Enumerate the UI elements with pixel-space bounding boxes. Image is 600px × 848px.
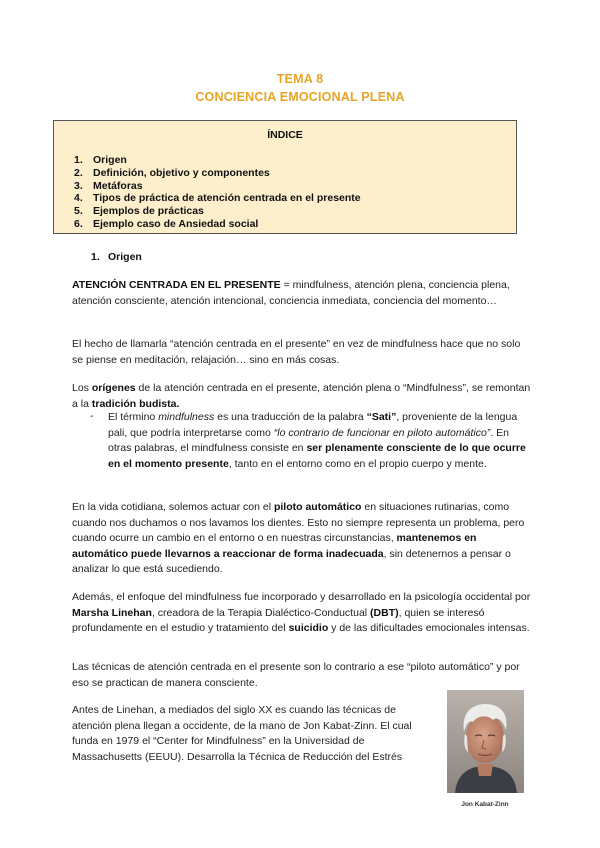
topic-number: TEMA 8 (276, 72, 324, 86)
paragraph-techniques: Las técnicas de atención centrada en el presente son lo contrario a ese “piloto automático” y por eso se practican de manera consciente. (72, 661, 520, 689)
index-item: 5. Ejemplos de prácticas (74, 205, 204, 218)
bullet-dash: - (90, 410, 94, 422)
bullet-sati: El término mindfulness es una traducción de la palabra “Sati”, proveniente de la lengua pali, que podría interpretarse como “lo contrario de funcionar en piloto automático”. En otras palabras, el mindfulness consiste en ser plenamente consciente de lo que ocurre en el momento presente, tanto en el entorno como en el propio cuerpo y mente. (108, 411, 526, 470)
index-item: 2. Definición, objetivo y componentes (74, 166, 270, 179)
paragraph-autopilot: En la vida cotidiana, solemos actuar con el piloto automático en situaciones rutinarias, como cuando nos duchamos o nos lavamos los dientes. Esto no siempre representa un problema, pero cuando ocurre un cambio en el entorno o en nuestras circunstancias, mantenemos en automático puede llevarnos a reaccionar de forma inadecuada, sin detenernos a pensar o analizar lo que está sucediendo. (72, 501, 525, 575)
paragraph-definition: ATENCIÓN CENTRADA EN EL PRESENTE = mindfulness, atención plena, conciencia plena, atención consciente, atención intencional, conciencia inmediata, conciencia del momento… (72, 279, 510, 307)
index-title: ÍNDICE (267, 129, 303, 141)
topic-title: CONCIENCIA EMOCIONAL PLENA (195, 90, 405, 104)
paragraph-linehan: Además, el enfoque del mindfulness fue incorporado y desarrollado en la psicología occidental por Marsha Linehan, creadora de la Terapia Dialéctico-Conductual (DBT), quien se interesó profundamente en el estudio y tratamiento del suicidio y de las dificultades emocionales intensas. (72, 591, 531, 634)
index-list (74, 154, 361, 231)
index-item: 3. Metáforas (74, 179, 143, 192)
index-box (53, 120, 517, 234)
index-item: 1. Origen (74, 154, 127, 166)
paragraph-origins: Los orígenes de la atención centrada en el presente, atención plena o “Mindfulness”, se remontan a la tradición budista. (72, 382, 531, 410)
section-heading: 1. Origen (91, 251, 142, 263)
index-item: 4. Tipos de práctica de atención centrada en el presente (74, 192, 361, 205)
photo-caption: Jon Kabat-Zinn (461, 801, 509, 808)
index-item: 6. Ejemplo caso de Ansiedad social (74, 217, 259, 230)
paragraph-naming: El hecho de llamarla “atención centrada en el presente” en vez de mindfulness hace que no solo se piense en meditación, relajación… sino en más cosas. (72, 338, 521, 366)
portrait-photo (447, 690, 524, 793)
paragraph-kabat-zinn: Antes de Linehan, a mediados del siglo XX es cuando las técnicas de atención plena llegan a occidente, de la mano de Jon Kabat-Zinn. El cual funda en 1979 el “Center for Mindfulness” en la Universidad de Massachusetts (EEUU). Desarrolla la Técnica de Reducción del Estrés (72, 704, 412, 763)
